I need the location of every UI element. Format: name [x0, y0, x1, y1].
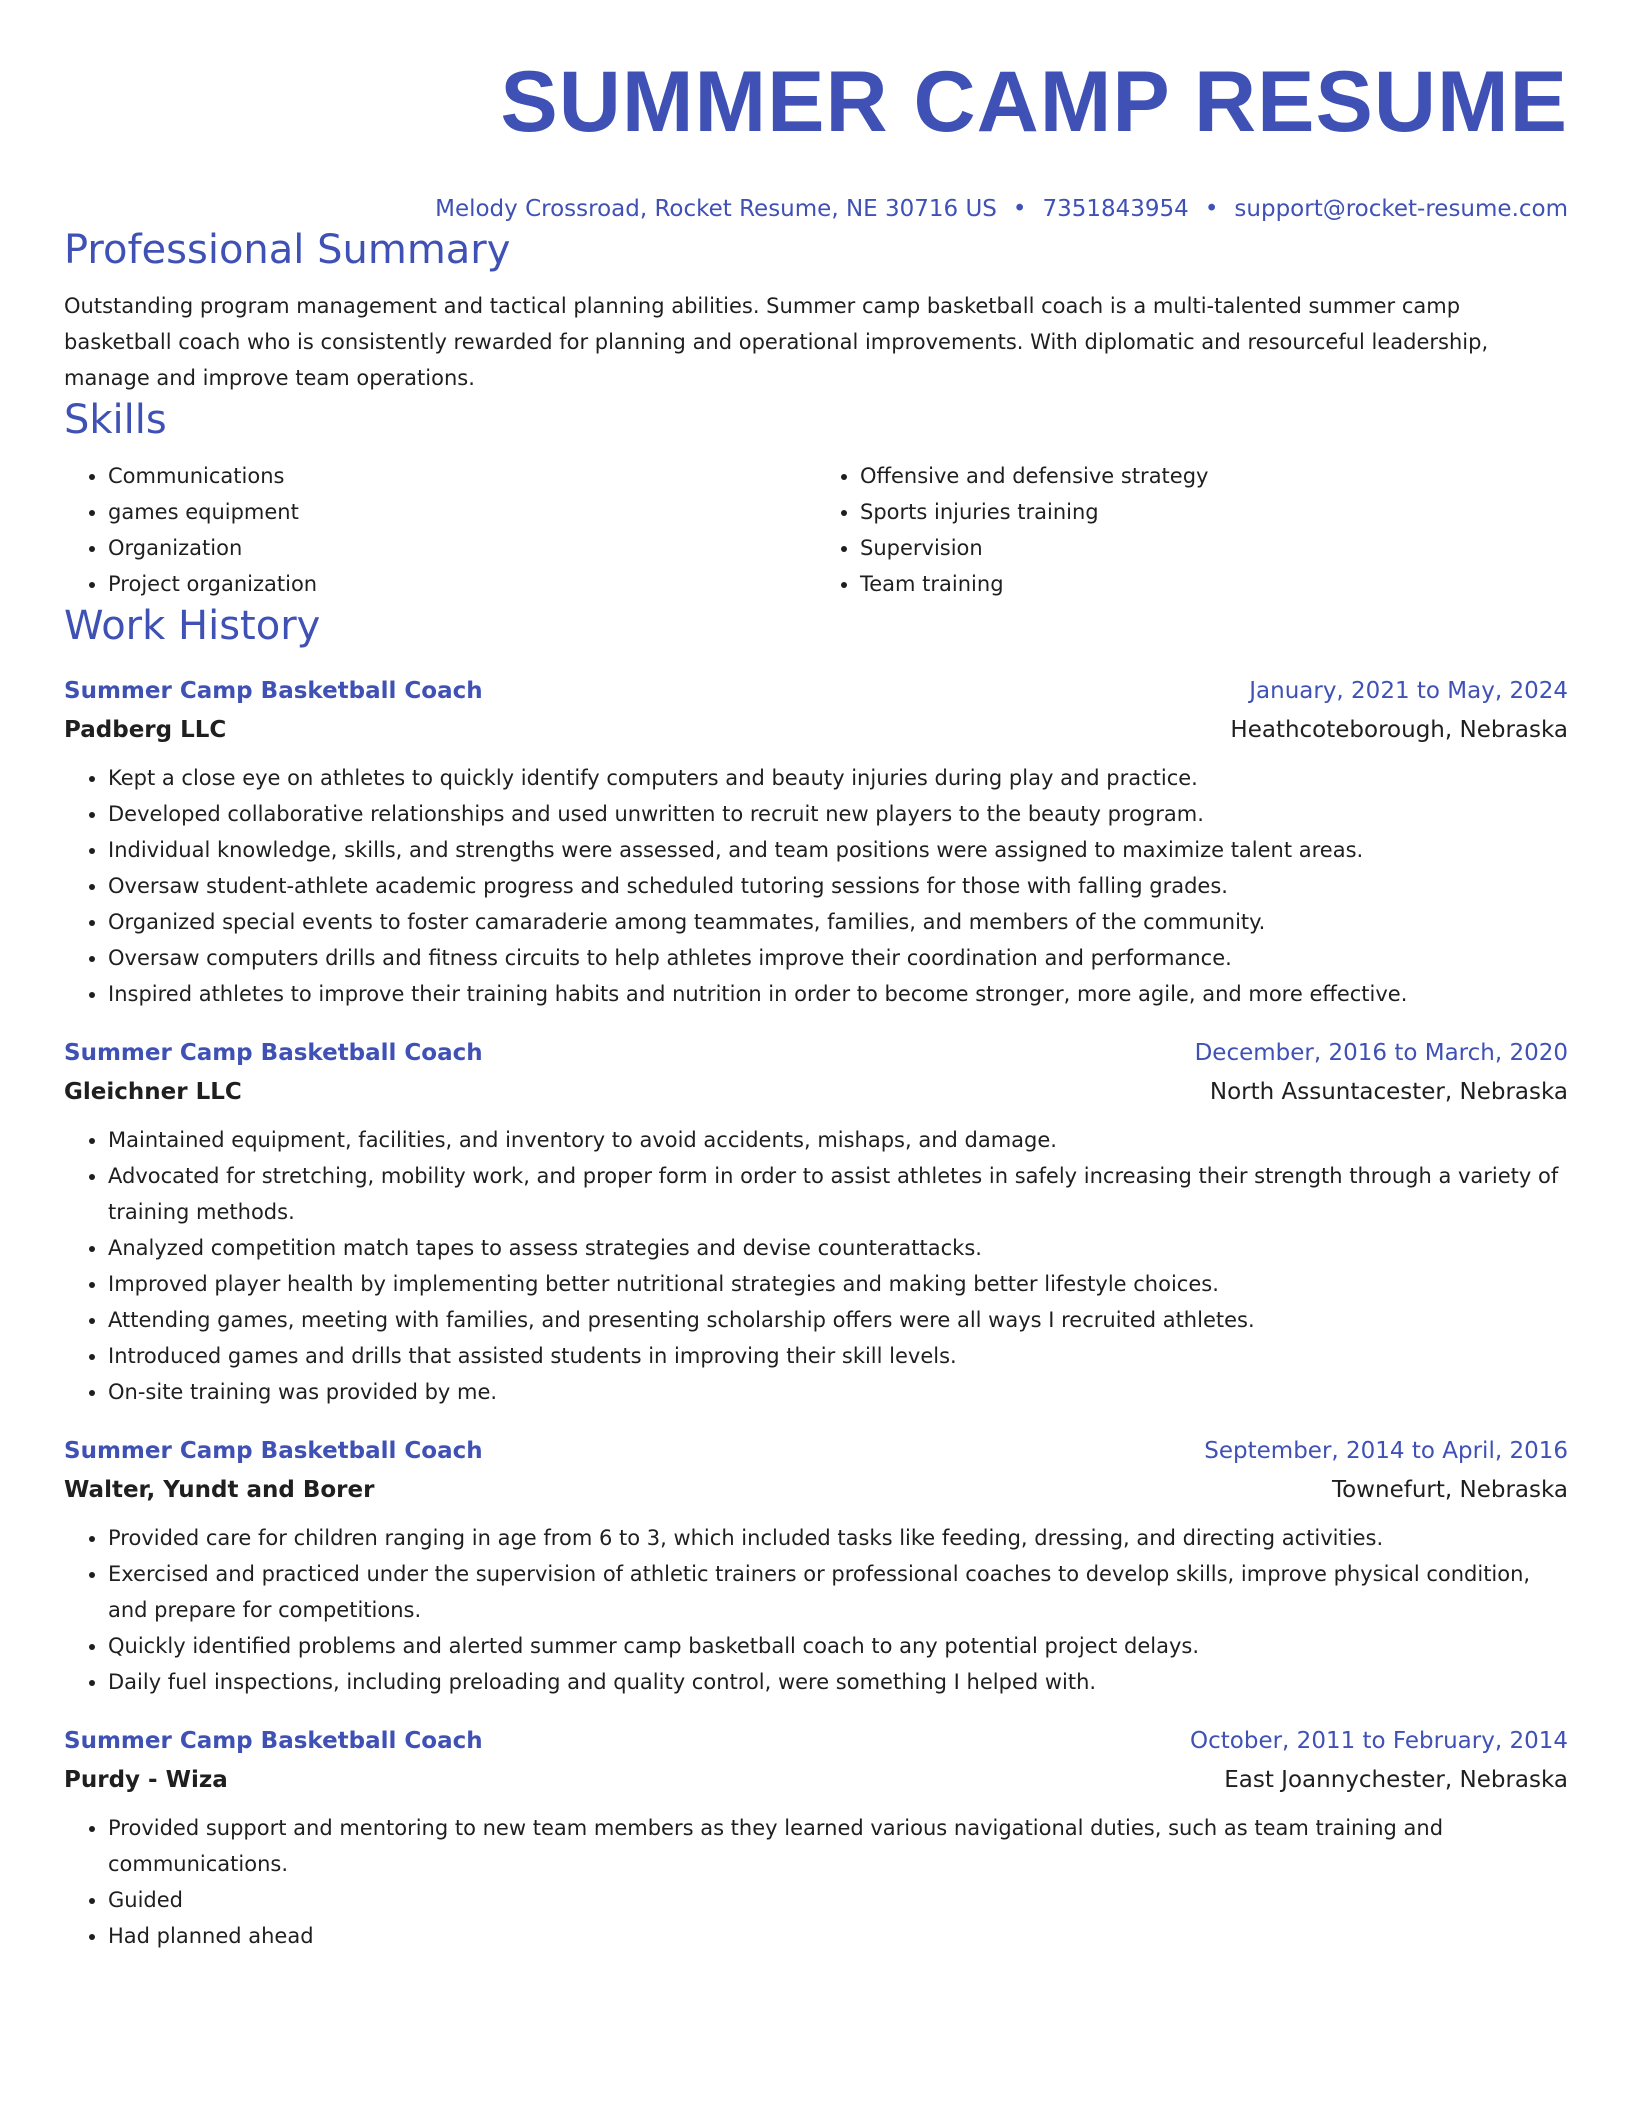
job-title: Summer Camp Basketball Coach [64, 678, 483, 704]
skills-heading: Skills [64, 397, 167, 443]
contact-separator: • [1012, 196, 1027, 222]
job-title: Summer Camp Basketball Coach [64, 1040, 483, 1066]
duty-item: • Had planned ahead [108, 1918, 1568, 1954]
job-dates: December, 2016 to March, 2020 [1194, 1040, 1568, 1066]
duty-item: • Developed collaborative relationships and used unwritten to recruit new players to the beauty program. [108, 796, 1568, 832]
duty-item: • Provided support and mentoring to new team members as they learned various navigational duties, such as team training and communications. [108, 1810, 1568, 1882]
contact-address: Melody Crossroad, Rocket Resume, NE 30716 US [435, 196, 997, 222]
contact-email: support@rocket-resume.com [1234, 196, 1568, 222]
contact-separator: • [1204, 196, 1219, 222]
duty-item: • Introduced games and drills that assisted students in improving their skill levels. [108, 1338, 1568, 1374]
duty-item: • Advocated for stretching, mobility work, and proper form in order to assist athletes in safely increasing their strength through a variety of training methods. [108, 1158, 1568, 1230]
skill-item: • Supervision [860, 530, 1568, 566]
job-employer: Padberg LLC [64, 717, 227, 743]
duty-item: • Individual knowledge, skills, and strengths were assessed, and team positions were assigned to maximize talent areas. [108, 832, 1568, 868]
contact-line [64, 192, 1568, 226]
skill-item: • Offensive and defensive strategy [860, 458, 1568, 494]
work-history-heading: Work History [64, 603, 321, 649]
duty-item: • Analyzed competition match tapes to assess strategies and devise counterattacks. [108, 1230, 1568, 1266]
resume-header [64, 52, 1568, 226]
duty-item: • Exercised and practiced under the supervision of athletic trainers or professional coaches to develop skills, improve physical condition, and prepare for competitions. [108, 1556, 1568, 1628]
resume-title: SUMMER CAMP RESUME [500, 54, 1568, 150]
skill-item: • Sports injuries training [860, 494, 1568, 530]
job-entry [64, 1722, 1568, 1954]
summary-text: Outstanding program management and tactical planning abilities. Summer camp basketball coach is a multi-talented summer camp basketball coach who is consistently rewarded for planning and operational improvements. With diplomatic and resourceful leadership, manage and improve team operations. [64, 294, 1489, 390]
job-duties [64, 1122, 1568, 1410]
job-employer: Purdy - Wiza [64, 1767, 228, 1793]
skill-item: • games equipment [108, 494, 816, 530]
job-entry [64, 672, 1568, 1012]
job-location: North Assuntacester, Nebraska [1209, 1079, 1568, 1105]
job-dates: October, 2011 to February, 2014 [1190, 1728, 1568, 1754]
job-employer: Walter, Yundt and Borer [64, 1477, 375, 1503]
duty-item: • Organized special events to foster camaraderie among teammates, families, and members of the community. [108, 904, 1568, 940]
skills-column-left [64, 458, 816, 602]
job-location: East Joannychester, Nebraska [1224, 1767, 1568, 1793]
duty-item: • Guided [108, 1882, 1568, 1918]
duty-item: • Provided care for children ranging in age from 6 to 3, which included tasks like feeding, dressing, and directing activities. [108, 1520, 1568, 1556]
job-location: Heathcoteborough, Nebraska [1230, 717, 1568, 743]
job-title: Summer Camp Basketball Coach [64, 1728, 483, 1754]
skill-item: • Team training [860, 566, 1568, 602]
skill-item: • Organization [108, 530, 816, 566]
skill-item: • Communications [108, 458, 816, 494]
duty-item: • Quickly identified problems and alerted summer camp basketball coach to any potential project delays. [108, 1628, 1568, 1664]
duty-item: • Improved player health by implementing better nutritional strategies and making better lifestyle choices. [108, 1266, 1568, 1302]
duty-item: • Daily fuel inspections, including preloading and quality control, were something I helped with. [108, 1664, 1568, 1700]
job-location: Townefurt, Nebraska [1331, 1477, 1568, 1503]
duty-item: • On-site training was provided by me. [108, 1374, 1568, 1410]
duty-item: • Oversaw student-athlete academic progress and scheduled tutoring sessions for those with falling grades. [108, 868, 1568, 904]
job-duties [64, 760, 1568, 1012]
job-title: Summer Camp Basketball Coach [64, 1438, 483, 1464]
duty-item: • Attending games, meeting with families, and presenting scholarship offers were all ways I recruited athletes. [108, 1302, 1568, 1338]
duty-item: • Inspired athletes to improve their training habits and nutrition in order to become stronger, more agile, and more effective. [108, 976, 1568, 1012]
job-entry [64, 1034, 1568, 1410]
job-duties [64, 1520, 1568, 1700]
skill-item: • Project organization [108, 566, 816, 602]
skills-list [64, 458, 1568, 602]
job-employer: Gleichner LLC [64, 1079, 242, 1105]
job-entry [64, 1432, 1568, 1700]
contact-phone: 7351843954 [1042, 196, 1189, 222]
duty-item: • Kept a close eye on athletes to quickly identify computers and beauty injuries during play and practice. [108, 760, 1568, 796]
skills-column-right [816, 458, 1568, 602]
job-duties [64, 1810, 1568, 1954]
duty-item: • Oversaw computers drills and fitness circuits to help athletes improve their coordination and performance. [108, 940, 1568, 976]
duty-item: • Maintained equipment, facilities, and inventory to avoid accidents, mishaps, and damage. [108, 1122, 1568, 1158]
job-dates: January, 2021 to May, 2024 [1249, 678, 1568, 704]
job-dates: September, 2014 to April, 2016 [1204, 1438, 1568, 1464]
summary-heading: Professional Summary [64, 227, 511, 273]
